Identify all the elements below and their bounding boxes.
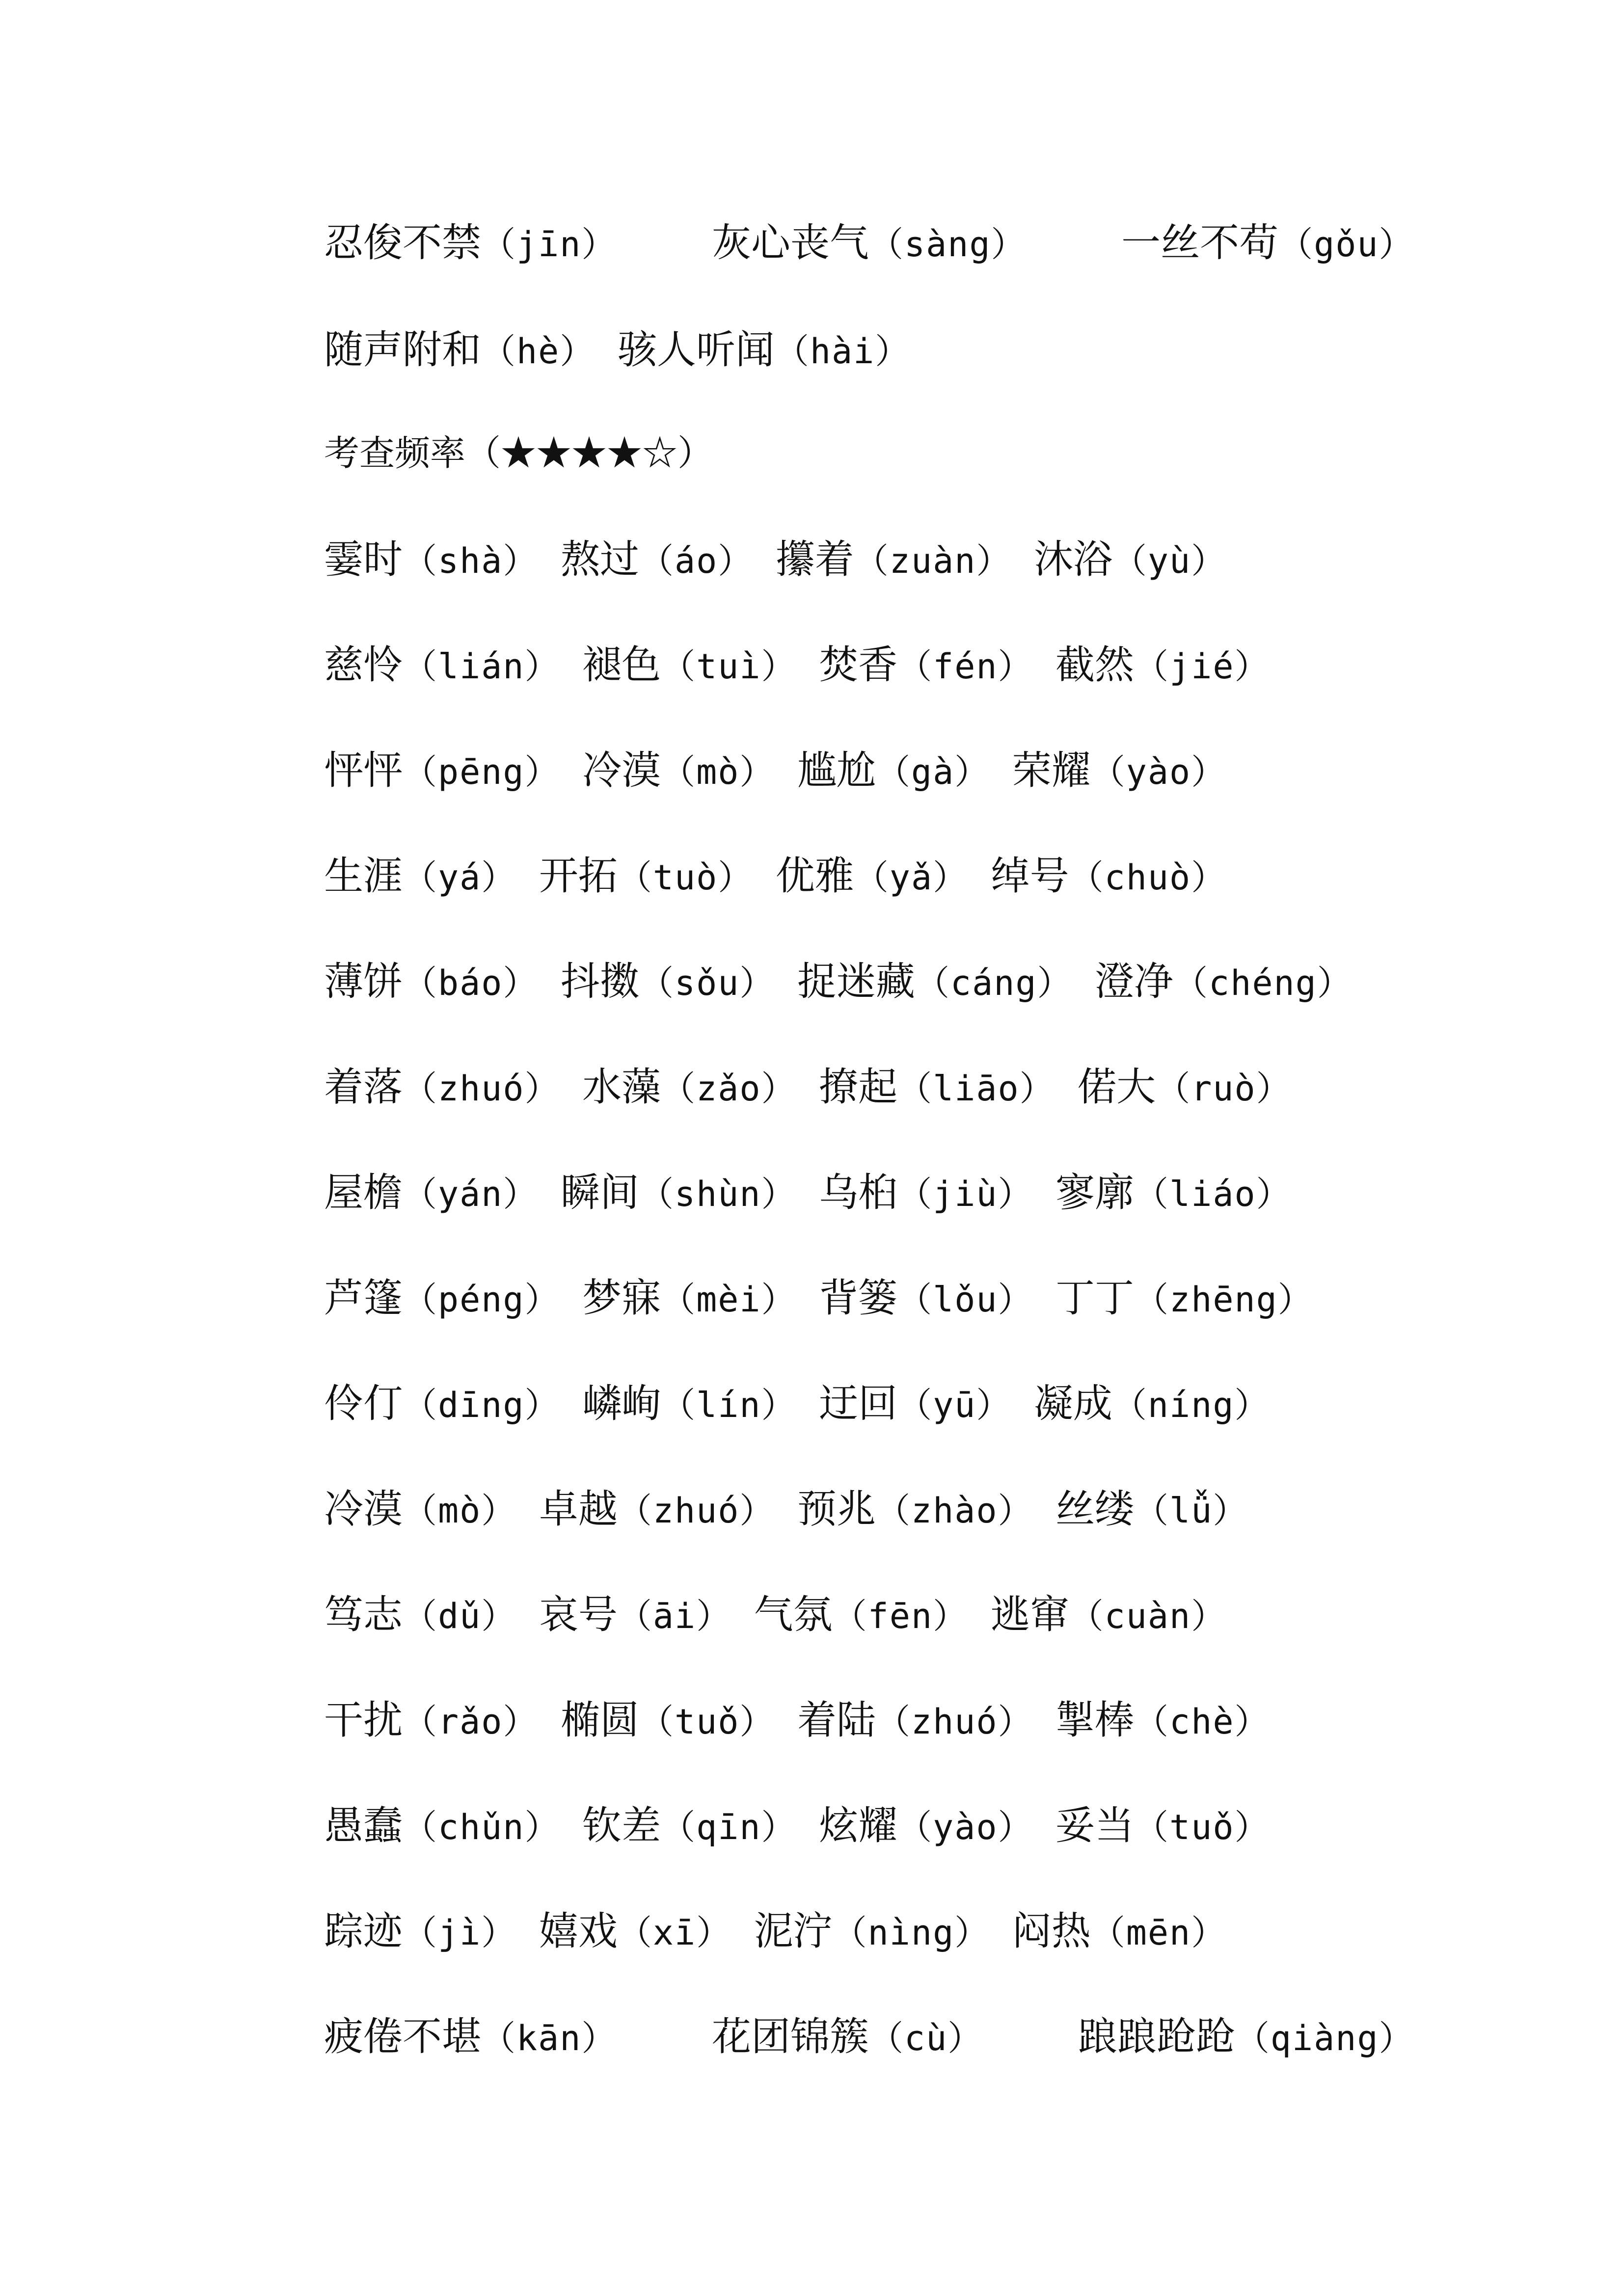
vocab-word: 干扰 <box>324 1697 403 1743</box>
vocab-word: 梦寐 <box>582 1275 661 1321</box>
vocab-word: 哀号 <box>539 1592 618 1637</box>
vocab-word: 卓越 <box>539 1486 618 1532</box>
vocab-pinyin: （āi） <box>617 1596 732 1636</box>
vocab-line-4 <box>324 528 1453 591</box>
vocab-item <box>582 633 796 698</box>
vocab-item <box>324 1372 560 1437</box>
frequency-line <box>324 421 1453 485</box>
vocab-item <box>324 1583 516 1648</box>
vocab-item <box>819 1266 1033 1332</box>
vocab-word: 冷漠 <box>324 1486 403 1532</box>
vocab-pinyin: （hài） <box>774 331 911 372</box>
vocab-item <box>797 739 990 804</box>
vocab-item <box>797 1477 1033 1543</box>
vocab-word: 伶仃 <box>324 1381 403 1426</box>
vocab-item <box>819 1055 1055 1121</box>
vocab-pinyin: （sǒu） <box>639 963 775 1003</box>
vocab-item <box>776 528 1012 593</box>
vocab-pinyin: （níng） <box>1112 1385 1270 1425</box>
vocab-pinyin: （zhēng） <box>1134 1280 1313 1320</box>
vocab-item <box>539 1583 731 1648</box>
vocab-item <box>1056 1161 1292 1226</box>
vocab-item <box>582 1794 796 1859</box>
vocab-pinyin: （chǔn） <box>403 1807 560 1847</box>
vocab-pinyin: （pēng） <box>403 752 560 792</box>
vocab-pinyin: （báo） <box>403 963 539 1003</box>
vocab-word: 尴尬 <box>797 748 876 793</box>
vocab-pinyin: （chuò） <box>1069 857 1227 898</box>
vocab-word: 灰心丧气 <box>711 220 869 266</box>
vocab-pinyin: （lǒu） <box>897 1280 1033 1320</box>
vocab-item <box>561 528 753 593</box>
vocab-item <box>1034 1372 1270 1437</box>
vocab-pinyin: （gà） <box>875 752 990 792</box>
vocab-item <box>1121 211 1414 276</box>
vocab-word: 寥廓 <box>1056 1170 1135 1215</box>
vocab-item <box>582 1055 796 1121</box>
vocab-item <box>797 1688 1033 1754</box>
vocab-word: 芦篷 <box>324 1275 403 1321</box>
vocab-item <box>754 1583 968 1648</box>
vocab-pinyin: （fén） <box>897 646 1033 687</box>
vocab-pinyin: （yán） <box>403 1174 539 1214</box>
vocab-word: 水藻 <box>582 1064 661 1110</box>
vocab-word: 随声附和 <box>324 327 481 373</box>
vocab-pinyin: （péng） <box>403 1280 560 1320</box>
vocab-item <box>324 1899 516 1965</box>
vocab-word: 荣耀 <box>1012 748 1091 793</box>
vocab-word: 捉迷藏 <box>797 959 915 1004</box>
vocab-word: 丝缕 <box>1056 1486 1135 1532</box>
vocab-word: 开拓 <box>539 853 618 899</box>
vocab-word: 迂回 <box>819 1381 898 1426</box>
vocab-item <box>324 1794 560 1859</box>
vocab-word: 优雅 <box>775 853 854 899</box>
vocab-item <box>324 211 617 276</box>
vocab-line-15 <box>324 1688 1453 1752</box>
vocab-word: 着陆 <box>797 1697 876 1743</box>
vocab-pinyin: （cù） <box>868 2018 983 2058</box>
vocab-line-18 <box>324 2005 1453 2069</box>
vocab-line-6 <box>324 739 1453 802</box>
vocab-line-11 <box>324 1266 1453 1330</box>
vocab-item <box>324 1688 538 1754</box>
vocab-item <box>991 844 1227 909</box>
vocab-word: 笃志 <box>324 1592 403 1637</box>
vocab-word: 嶙峋 <box>582 1381 661 1426</box>
vocab-pinyin: （cáng） <box>915 963 1073 1003</box>
vocab-pinyin: （liáo） <box>1134 1174 1292 1214</box>
vocab-item <box>819 633 1033 698</box>
vocab-word: 愚蠢 <box>324 1803 403 1848</box>
vocab-line-10 <box>324 1161 1453 1225</box>
vocab-item <box>1077 1055 1291 1121</box>
vocab-pinyin: （áo） <box>639 541 754 581</box>
vocab-item <box>1012 1899 1226 1965</box>
vocab-word: 攥着 <box>775 536 854 582</box>
vocab-pinyin: （nìng） <box>832 1913 990 1953</box>
vocab-pinyin: （qīn） <box>661 1807 797 1847</box>
vocab-pinyin: （jié） <box>1134 646 1270 687</box>
vocab-item <box>582 1266 796 1332</box>
vocab-item <box>324 633 560 698</box>
vocab-item <box>991 1583 1227 1648</box>
exam-frequency-label: 考查频率（★★★★☆） <box>324 432 713 474</box>
vocab-word: 撩起 <box>819 1064 898 1110</box>
vocab-pinyin: （ruò） <box>1156 1068 1292 1109</box>
vocab-line-12 <box>324 1372 1453 1436</box>
vocab-word: 澄净 <box>1095 959 1174 1004</box>
vocab-pinyin: （liāo） <box>897 1068 1055 1109</box>
vocab-pinyin: （mò） <box>403 1491 517 1531</box>
vocab-pinyin: （tuì） <box>661 646 797 687</box>
vocab-word: 预兆 <box>797 1486 876 1532</box>
vocab-word: 骇人听闻 <box>617 327 775 373</box>
vocab-word: 熬过 <box>560 536 639 582</box>
vocab-pinyin: （chéng） <box>1173 963 1353 1003</box>
vocab-item <box>324 1477 516 1543</box>
vocab-pinyin: （yào） <box>897 1807 1033 1847</box>
vocab-item <box>582 1372 796 1437</box>
vocab-pinyin: （zǎo） <box>661 1068 797 1109</box>
vocab-line-13 <box>324 1477 1453 1541</box>
vocab-item <box>582 739 775 804</box>
vocab-item <box>797 950 1073 1015</box>
vocab-word: 疲倦不堪 <box>324 2014 481 2059</box>
vocab-item <box>324 739 560 804</box>
vocab-word: 钦差 <box>582 1803 661 1848</box>
vocab-line-5 <box>324 633 1453 697</box>
vocab-word: 嬉戏 <box>539 1908 618 1954</box>
vocab-pinyin: （rǎo） <box>403 1702 539 1742</box>
vocab-pinyin: （fēn） <box>832 1596 969 1636</box>
vocab-word: 一丝不苟 <box>1121 220 1279 266</box>
vocab-item <box>324 950 538 1015</box>
vocab-item <box>712 2005 983 2070</box>
vocab-word: 丁丁 <box>1056 1275 1135 1321</box>
vocab-item <box>561 1688 775 1754</box>
vocab-word: 沐浴 <box>1033 536 1112 582</box>
vocab-word: 慈怜 <box>324 642 403 688</box>
vocab-pinyin: （dǔ） <box>403 1596 517 1636</box>
vocab-pinyin: （tuǒ） <box>639 1702 775 1742</box>
vocab-pinyin: （zhuó） <box>875 1702 1033 1742</box>
vocab-item <box>561 1161 797 1226</box>
vocab-item <box>539 844 753 909</box>
vocab-word: 妥当 <box>1056 1803 1135 1848</box>
vocab-line-17 <box>324 1899 1453 1963</box>
vocab-pinyin: （mèi） <box>661 1280 797 1320</box>
vocab-pinyin: （shà） <box>403 541 539 581</box>
vocab-item <box>1056 1688 1270 1754</box>
vocab-pinyin: （hè） <box>481 331 595 372</box>
vocab-item <box>754 1899 990 1965</box>
vocab-item <box>618 318 910 383</box>
vocab-word: 抖擞 <box>560 959 639 1004</box>
vocab-word: 焚香 <box>819 642 898 688</box>
vocab-pinyin: （yǎ） <box>854 857 969 898</box>
vocab-item <box>324 1161 538 1226</box>
vocab-word: 忍俊不禁 <box>324 220 481 266</box>
vocab-item <box>324 2005 617 2070</box>
vocab-pinyin: （qiàng） <box>1235 2018 1414 2058</box>
vocab-word: 冷漠 <box>582 748 661 793</box>
vocab-pinyin: （mēn） <box>1090 1913 1227 1953</box>
vocab-pinyin: （yào） <box>1090 752 1227 792</box>
vocab-pinyin: （cuàn） <box>1069 1596 1227 1636</box>
vocab-item <box>1012 739 1226 804</box>
vocab-item <box>712 211 1027 276</box>
vocab-pinyin: （jiù） <box>897 1174 1033 1214</box>
vocab-line-14 <box>324 1583 1453 1647</box>
vocab-pinyin: （zuàn） <box>854 541 1012 581</box>
vocab-item <box>776 844 968 909</box>
vocab-pinyin: （yū） <box>897 1385 1012 1425</box>
vocab-pinyin: （xī） <box>617 1913 732 1953</box>
vocab-word: 着落 <box>324 1064 403 1110</box>
vocab-item <box>819 1372 1011 1437</box>
vocab-item <box>819 1161 1033 1226</box>
vocab-word: 花团锦簇 <box>711 2014 869 2059</box>
vocab-word: 椭圆 <box>560 1697 639 1743</box>
vocab-pinyin: （kān） <box>481 2018 617 2058</box>
vocab-word: 闷热 <box>1012 1908 1091 1954</box>
vocab-word: 凝成 <box>1033 1381 1112 1426</box>
vocab-pinyin: （jīn） <box>481 224 617 265</box>
vocab-word: 绰号 <box>990 853 1069 899</box>
vocab-word: 气氛 <box>754 1592 833 1637</box>
vocab-item <box>324 844 516 909</box>
vocab-word: 炫耀 <box>819 1803 898 1848</box>
vocab-line-7 <box>324 844 1453 908</box>
vocab-pinyin: （zhuó） <box>403 1068 560 1109</box>
vocab-pinyin: （zhào） <box>875 1491 1033 1531</box>
vocab-item <box>1056 1794 1270 1859</box>
vocab-word: 踪迹 <box>324 1908 403 1954</box>
vocab-pinyin: （tuò） <box>617 857 754 898</box>
vocab-item <box>539 1477 775 1543</box>
vocab-pinyin: （dīng） <box>403 1385 560 1425</box>
vocab-pinyin: （yù） <box>1112 541 1227 581</box>
vocab-item <box>561 950 775 1015</box>
vocab-pinyin: （yá） <box>403 857 517 898</box>
vocab-item <box>1056 633 1270 698</box>
vocab-pinyin: （sàng） <box>868 224 1027 265</box>
vocab-pinyin: （jì） <box>403 1913 517 1953</box>
vocab-word: 踉踉跄跄 <box>1078 2014 1235 2059</box>
vocab-line-9 <box>324 1055 1453 1119</box>
vocab-line-16 <box>324 1794 1453 1858</box>
vocab-pinyin: （chè） <box>1134 1702 1270 1742</box>
vocab-item <box>324 528 538 593</box>
vocab-item <box>1034 528 1226 593</box>
vocab-word: 截然 <box>1056 642 1135 688</box>
vocab-pinyin: （mò） <box>661 752 775 792</box>
vocab-word: 背篓 <box>819 1275 898 1321</box>
vocab-word: 怦怦 <box>324 748 403 793</box>
vocab-word: 褪色 <box>582 642 661 688</box>
vocab-word: 掣棒 <box>1056 1697 1135 1743</box>
vocab-item <box>1056 1266 1313 1332</box>
vocab-pinyin: （tuǒ） <box>1134 1807 1270 1847</box>
vocab-item <box>1078 2005 1414 2070</box>
vocab-word: 屋檐 <box>324 1170 403 1215</box>
vocab-item <box>1056 1477 1248 1543</box>
vocab-line-2 <box>324 318 1453 382</box>
vocab-item <box>1095 950 1353 1015</box>
vocab-pinyin: （shùn） <box>639 1174 797 1214</box>
vocab-pinyin: （lián） <box>403 646 560 687</box>
vocab-word: 瞬间 <box>560 1170 639 1215</box>
vocab-pinyin: （zhuó） <box>617 1491 775 1531</box>
vocab-item <box>324 1055 560 1121</box>
vocab-word: 乌桕 <box>819 1170 898 1215</box>
vocab-word: 泥泞 <box>754 1908 833 1954</box>
vocab-word: 霎时 <box>324 536 403 582</box>
vocab-pinyin: （lǚ） <box>1134 1491 1248 1531</box>
vocab-word: 逃窜 <box>990 1592 1069 1637</box>
vocab-line-8 <box>324 950 1453 1014</box>
vocab-word: 偌大 <box>1077 1064 1156 1110</box>
vocab-word: 生涯 <box>324 853 403 899</box>
vocab-item <box>539 1899 731 1965</box>
vocab-item <box>324 318 595 383</box>
vocab-item <box>819 1794 1033 1859</box>
vocab-line-1 <box>324 211 1453 275</box>
vocab-item <box>324 1266 560 1332</box>
vocab-pinyin: （gǒu） <box>1278 224 1414 265</box>
vocab-pinyin: （lín） <box>661 1385 797 1425</box>
vocab-word: 薄饼 <box>324 959 403 1004</box>
